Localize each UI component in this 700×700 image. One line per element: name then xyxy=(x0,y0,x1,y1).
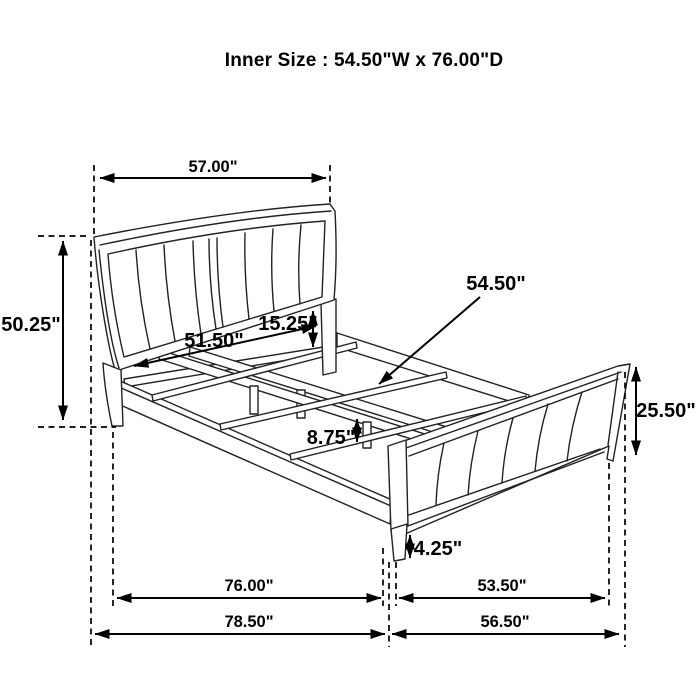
dim-label-inner-depth: 76.00" xyxy=(224,577,274,595)
footboard-near-post xyxy=(388,440,408,531)
dim-footboard-leg-height xyxy=(410,535,462,560)
dim-label-panel-to-slat-rail: 15.25" xyxy=(258,313,318,335)
dim-overall-width xyxy=(392,613,619,634)
dim-label-headboard-height: 50.25" xyxy=(1,314,61,336)
dim-label-footboard-height: 25.50" xyxy=(636,400,696,422)
bed-frame xyxy=(94,204,630,561)
headboard-front-leg xyxy=(103,363,123,426)
dim-label-headboard-inner-width: 51.50" xyxy=(184,330,244,352)
footboard-near-leg xyxy=(391,524,407,561)
dim-label-center-support-height: 8.75" xyxy=(306,427,356,449)
dim-footboard-inner-width xyxy=(399,577,605,598)
inner-size-title: Inner Size : 54.50"W x 76.00"D xyxy=(224,50,504,71)
dim-panel-to-slat-rail xyxy=(258,311,318,347)
dim-label-overall-width: 56.50" xyxy=(480,613,530,631)
dim-label-headboard-width: 57.00" xyxy=(188,158,238,176)
dim-label-footboard-leg-height: 4.25" xyxy=(413,538,463,560)
dim-overall-depth xyxy=(95,613,385,634)
dim-center-support-height xyxy=(307,419,357,449)
dim-headboard-height xyxy=(1,241,63,420)
dim-label-overall-depth: 78.50" xyxy=(224,613,274,631)
dim-label-footboard-inner-width: 53.50" xyxy=(477,577,527,595)
dim-footboard-height xyxy=(636,367,696,455)
dim-headboard-width xyxy=(100,158,326,178)
dim-inner-depth xyxy=(117,577,381,598)
dim-label-slat-length: 54.50" xyxy=(466,273,526,295)
